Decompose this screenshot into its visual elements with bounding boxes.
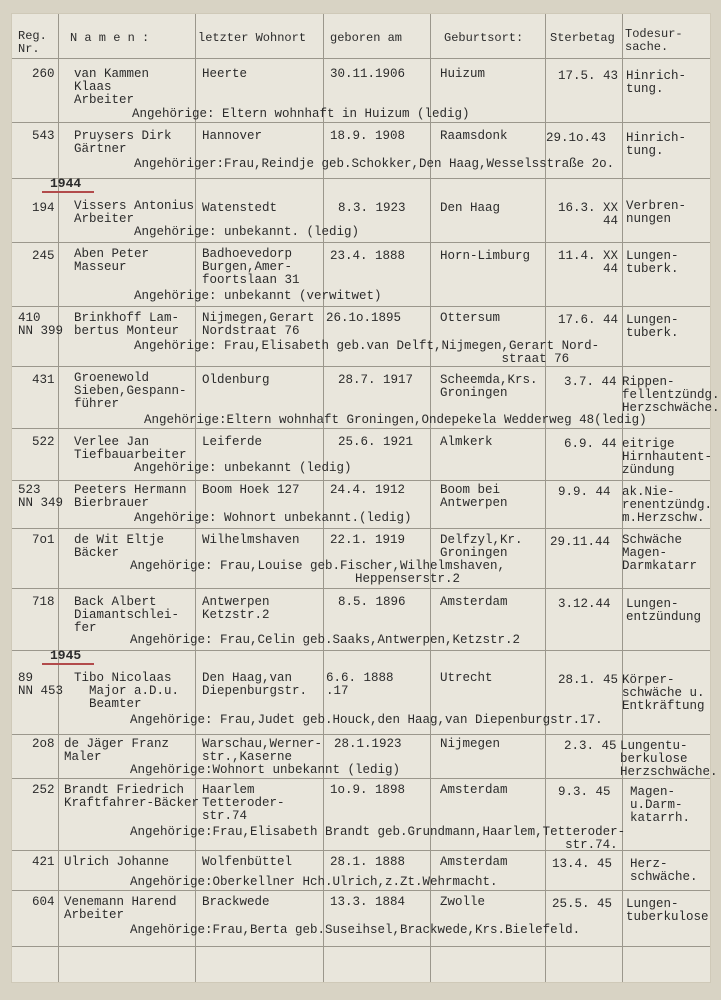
cell-geburtsort: Ottersum — [440, 311, 501, 325]
cell-wohnort: Heerte — [202, 67, 248, 81]
cell-geburtsort: Nijmegen — [440, 737, 501, 751]
year-1945-label: 1945 — [50, 648, 82, 663]
cell-wohnort: Badhoevedorp Burgen,Amer- foortslaan 31 — [202, 247, 300, 287]
cell-sterbetag: 17.5. 43 — [558, 69, 619, 83]
cell-geboren: 23.4. 1888 — [330, 249, 406, 263]
cell-ursache: Hinrich- tung. — [626, 131, 687, 158]
cell-geboren: 8.5. 1896 — [338, 595, 406, 609]
cell-reg: 252 — [32, 783, 55, 797]
cell-sterbetag: 3.12.44 — [558, 597, 611, 611]
cell-geburtsort: Amsterdam — [440, 783, 508, 797]
cell-wohnort: Leiferde — [202, 435, 263, 449]
row-rule — [12, 122, 710, 123]
cell-name: Brinkhoff Lam- bertus Monteur — [74, 311, 180, 338]
cell-angehoerige: Angehörige: Wohnort unbekannt.(ledig) — [134, 511, 412, 525]
row-rule — [12, 528, 710, 529]
year-1944-label: 1944 — [50, 176, 82, 191]
cell-reg: 431 — [32, 373, 55, 387]
cell-geburtsort: Utrecht — [440, 671, 493, 685]
cell-reg: 410 NN 399 — [18, 311, 64, 338]
cell-wohnort: Oldenburg — [202, 373, 270, 387]
cell-angehoerige: Angehörige:Frau,Elisabeth Brandt geb.Grundmann,Haarlem,Tetteroder- str.74. — [130, 825, 626, 852]
cell-geboren: 28.1.1923 — [334, 737, 402, 751]
cell-geburtsort: Horn-Limburg — [440, 249, 531, 263]
cell-geburtsort: Zwolle — [440, 895, 486, 909]
cell-sterbetag: 11.4. XX 44 — [558, 249, 619, 276]
cell-wohnort: Nijmegen,Gerart Nordstraat 76 — [202, 311, 315, 338]
cell-name: Brandt Friedrich Kraftfahrer-Bäcker — [64, 783, 200, 810]
cell-geboren: 6.6. 1888 .17 — [326, 671, 394, 698]
row-rule — [12, 890, 710, 891]
header-sterbetag: Sterbetag — [550, 31, 615, 45]
cell-name: Groenewold Sieben,Gespann- führer — [74, 371, 187, 411]
cell-sterbetag: 2.3. 45 — [564, 739, 617, 753]
cell-reg: 194 — [32, 201, 55, 215]
cell-geburtsort: Raamsdonk — [440, 129, 508, 143]
cell-name: Peeters Hermann Bierbrauer — [74, 483, 187, 510]
cell-angehoerige: Angehörige: Frau,Judet geb.Houck,den Haag,van Diepenburgstr.17. — [130, 713, 603, 727]
header-reg: Reg. Nr. — [18, 29, 47, 56]
cell-sterbetag: 9.3. 45 — [558, 785, 611, 799]
row-rule — [12, 306, 710, 307]
cell-ursache: Rippen- fellentzündg. Herzschwäche. — [622, 375, 720, 415]
cell-sterbetag: 9.9. 44 — [558, 485, 611, 499]
cell-angehoerige: Angehörige: unbekannt (ledig) — [134, 461, 352, 475]
cell-geburtsort: Scheemda,Krs. Groningen — [440, 373, 538, 400]
cell-sterbetag: 17.6. 44 — [558, 313, 619, 327]
row-rule — [12, 178, 710, 179]
cell-ursache: Magen- u.Darm- katarrh. — [630, 785, 691, 825]
cell-wohnort: Wolfenbüttel — [202, 855, 293, 869]
cell-wohnort: Hannover — [202, 129, 263, 143]
cell-geboren: 26.1o.1895 — [326, 311, 402, 325]
cell-geboren: 8.3. 1923 — [338, 201, 406, 215]
cell-reg: 604 — [32, 895, 55, 909]
year-1945-underline — [42, 663, 94, 665]
cell-name: de Jäger Franz Maler — [64, 737, 170, 764]
cell-ursache: Hinrich- tung. — [626, 69, 687, 96]
header-geburtsort: Geburtsort: — [444, 31, 524, 45]
cell-wohnort: Antwerpen Ketzstr.2 — [202, 595, 270, 622]
cell-reg: 89 NN 453 — [18, 671, 64, 698]
cell-name: Pruysers Dirk Gärtner — [74, 129, 172, 156]
cell-name: van Kammen Klaas Arbeiter — [74, 67, 150, 107]
cell-reg: 522 — [32, 435, 55, 449]
cell-ursache: Lungen- entzündung — [626, 597, 702, 624]
cell-reg: 543 — [32, 129, 55, 143]
row-rule — [12, 366, 710, 367]
cell-reg: 2o8 — [32, 737, 55, 751]
cell-ursache: Lungen- tuberk. — [626, 249, 679, 276]
cell-sterbetag: 3.7. 44 — [564, 375, 617, 389]
cell-wohnort: Den Haag,van Diepenburgstr. — [202, 671, 308, 698]
cell-sterbetag: 29.11.44 — [550, 535, 611, 549]
cell-sterbetag: 25.5. 45 — [552, 897, 613, 911]
cell-angehoerige: Angehörige: Eltern wohnhaft in Huizum (ledig) — [132, 107, 470, 121]
cell-ursache: Schwäche Magen- Darmkatarr — [622, 533, 698, 573]
header-geboren: geboren am — [330, 31, 403, 45]
row-rule — [12, 946, 710, 947]
row-rule — [12, 650, 710, 651]
cell-ursache: Lungentu- berkulose Herzschwäche. — [620, 739, 718, 779]
cell-reg: 7o1 — [32, 533, 55, 547]
cell-ursache: Verbren- nungen — [626, 199, 687, 226]
cell-name: Aben Peter Masseur — [74, 247, 150, 274]
cell-geboren: 28.7. 1917 — [338, 373, 414, 387]
cell-reg: 260 — [32, 67, 55, 81]
row-rule — [12, 734, 710, 735]
cell-wohnort: Haarlem Tetteroder- str.74 — [202, 783, 285, 823]
cell-geburtsort: Amsterdam — [440, 595, 508, 609]
cell-ursache: Körper- schwäche u. Entkräftung — [622, 673, 705, 713]
register-sheet — [12, 14, 720, 982]
cell-ursache: Lungen- tuberkulose — [626, 897, 709, 924]
cell-ursache: eitrige Hirnhautent- zündung — [622, 437, 713, 477]
cell-name: de Wit Eltje Bäcker — [74, 533, 165, 560]
header-namen: N a m e n : — [70, 31, 150, 45]
cell-name: Venemann Harend Arbeiter — [64, 895, 177, 922]
cell-sterbetag: 6.9. 44 — [564, 437, 617, 451]
cell-ursache: Lungen- tuberk. — [626, 313, 679, 340]
cell-geboren: 1o.9. 1898 — [330, 783, 406, 797]
cell-geboren: 18.9. 1908 — [330, 129, 406, 143]
cell-name: Tibo Nicolaas Major a.D.u. Beamter — [74, 671, 180, 711]
cell-sterbetag: 16.3. XX 44 — [558, 201, 619, 228]
cell-geburtsort: Den Haag — [440, 201, 501, 215]
cell-sterbetag: 13.4. 45 — [552, 857, 613, 871]
cell-geburtsort: Delfzyl,Kr. Groningen — [440, 533, 523, 560]
row-rule — [12, 778, 710, 779]
cell-reg: 523 NN 349 — [18, 483, 64, 510]
cell-geboren: 22.1. 1919 — [330, 533, 406, 547]
cell-name: Verlee Jan Tiefbauarbeiter — [74, 435, 187, 462]
header-wohnort: letzter Wohnort — [198, 31, 307, 45]
table-header — [12, 14, 710, 58]
cell-geboren: 30.11.1906 — [330, 67, 406, 81]
cell-reg: 421 — [32, 855, 55, 869]
cell-name: Vissers Antonius Arbeiter — [74, 199, 195, 226]
cell-angehoerige: Angehörige: Frau,Celin geb.Saaks,Antwerpen,Ketzstr.2 — [130, 633, 521, 647]
cell-wohnort: Boom Hoek 127 — [202, 483, 300, 497]
cell-angehoerige: Angehörige: Frau,Louise geb.Fischer,Wilhelmshaven, Heppenserstr.2 — [130, 559, 506, 586]
cell-sterbetag: 28.1. 45 — [558, 673, 619, 687]
cell-angehoerige: Angehörige:Wohnort unbekannt (ledig) — [130, 763, 401, 777]
row-rule — [12, 588, 710, 589]
cell-sterbetag: 29.1o.43 — [546, 131, 607, 145]
cell-geburtsort: Boom bei Antwerpen — [440, 483, 508, 510]
cell-wohnort: Brackwede — [202, 895, 270, 909]
cell-angehoerige: Angehörige: Frau,Elisabeth geb.van Delft,Nijmegen,Gerart Nord- straat 76 — [134, 339, 600, 366]
cell-angehoerige: Angehöriger:Frau,Reindje geb.Schokker,Den Haag,Wesselsstraße 2o. — [134, 157, 615, 171]
row-rule — [12, 480, 710, 481]
cell-geboren: 13.3. 1884 — [330, 895, 406, 909]
cell-angehoerige: Angehörige: unbekannt. (ledig) — [134, 225, 360, 239]
cell-geburtsort: Almkerk — [440, 435, 493, 449]
cell-geburtsort: Amsterdam — [440, 855, 508, 869]
cell-reg: 245 — [32, 249, 55, 263]
cell-angehoerige: Angehörige: unbekannt (verwitwet) — [134, 289, 382, 303]
cell-geboren: 25.6. 1921 — [338, 435, 414, 449]
cell-name: Back Albert Diamantschlei- fer — [74, 595, 180, 635]
cell-angehoerige: Angehörige:Eltern wohnhaft Groningen,Ondepekela Wedderweg 48(ledig) — [144, 413, 647, 427]
cell-geburtsort: Huizum — [440, 67, 486, 81]
cell-wohnort: Watenstedt — [202, 201, 278, 215]
header-todesursache: Todesur- sache. — [625, 27, 683, 54]
cell-wohnort: Wilhelmshaven — [202, 533, 300, 547]
cell-name: Ulrich Johanne — [64, 855, 170, 869]
header-rule — [12, 58, 710, 59]
cell-reg: 718 — [32, 595, 55, 609]
cell-angehoerige: Angehörige:Frau,Berta geb.Suseihsel,Brackwede,Krs.Bielefeld. — [130, 923, 581, 937]
year-1944-underline — [42, 191, 94, 193]
cell-geboren: 24.4. 1912 — [330, 483, 406, 497]
cell-ursache: ak.Nie- renentzündg. m.Herzschw. — [622, 485, 713, 525]
row-rule — [12, 428, 710, 429]
cell-ursache: Herz- schwäche. — [630, 857, 698, 884]
cell-geboren: 28.1. 1888 — [330, 855, 406, 869]
cell-angehoerige: Angehörige:Oberkellner Hch.Ulrich,z.Zt.Wehrmacht. — [130, 875, 498, 889]
row-rule — [12, 242, 710, 243]
cell-wohnort: Warschau,Werner- str.,Kaserne — [202, 737, 323, 764]
